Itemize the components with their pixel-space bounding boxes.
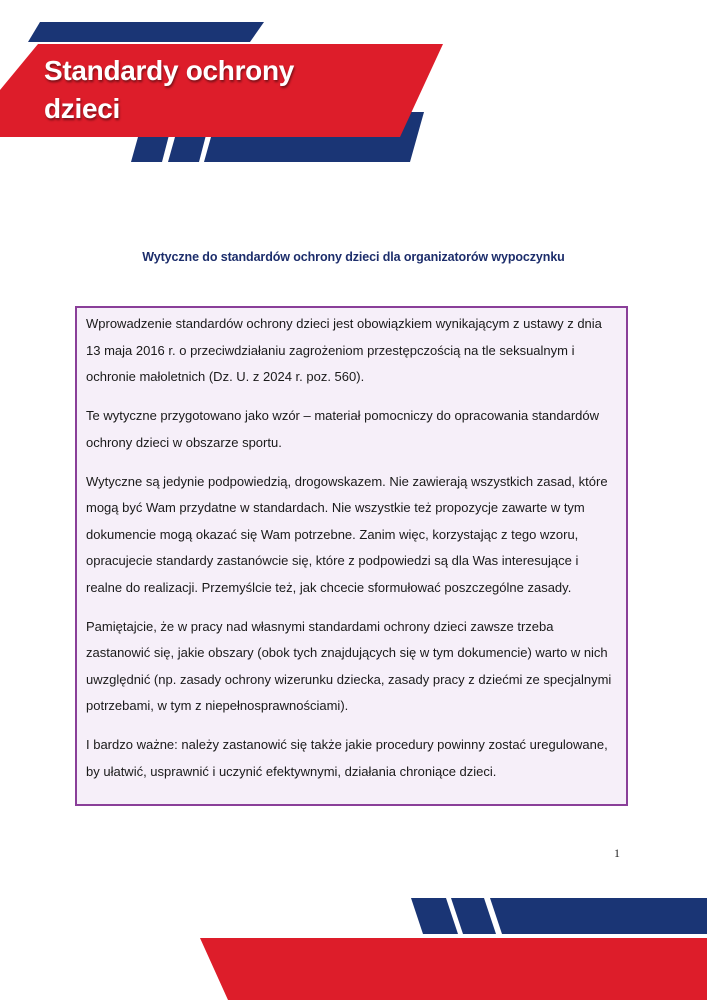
introduction-box (75, 306, 628, 806)
intro-paragraph: Wytyczne są jedynie podpowiedzią, drogowskazem. Nie zawierają wszystkich zasad, które mogą być Wam przydatne w standardach. Nie wszystkie też propozycje zawarte w tym dokumencie mogą okazać się Wam potrzebne. Zanim więc, korzystając z tego wzoru, opracujecie standardy zastanówcie się, które z podpowiedzi są dla Was interesujące i realne do realizacji. Przemyślcie też, jak chcecie sformułować poszczególne zasady. (86, 473, 608, 595)
cover-title-line: Standardy ochrony (44, 55, 295, 86)
cover-title-line: dzieci (44, 93, 121, 124)
bottom-navy-stripe (451, 898, 496, 934)
top-navy-stripe (28, 22, 264, 42)
bottom-navy-stripe (411, 898, 458, 934)
intro-paragraph: Wprowadzenie standardów ochrony dzieci jest obowiązkiem wynikającym z ustawy z dnia 13 maja 2016 r. o przeciwdziałaniu zagrożeniom przestępczością na tle seksualnym i ochronie małoletnich (Dz. U. z 2024 r. poz. 560). (86, 316, 602, 384)
intro-paragraph: Pamiętajcie, że w pracy nad własnymi standardami ochrony dzieci zawsze trzeba zastanowić się, jakie obszary (obok tych znajdujących się w tym dokumencie) warto w nich uwzględnić (np. zasady ochrony wizerunku dziecka, zasady pracy z dziećmi ze specjalnymi potrzebami, w tym z niepełnosprawnościami). (86, 618, 612, 713)
intro-paragraph: Te wytyczne przygotowano jako wzór – materiał pomocniczy do opracowania standardów ochrony dzieci w obszarze sportu. (86, 408, 600, 450)
bottom-navy-stripe (490, 898, 707, 934)
document-heading: Wytyczne do standardów ochrony dzieci dla organizatorów wypoczynku (142, 250, 565, 264)
bottom-red-banner (200, 938, 707, 1000)
page-number: 1 (614, 846, 620, 860)
cover-title (44, 52, 374, 128)
intro-paragraph: I bardzo ważne: należy zastanowić się także jakie procedury powinny zostać uregulowane, by ułatwić, usprawnić i uczynić efektywnymi, działania chroniące dzieci. (86, 737, 608, 779)
